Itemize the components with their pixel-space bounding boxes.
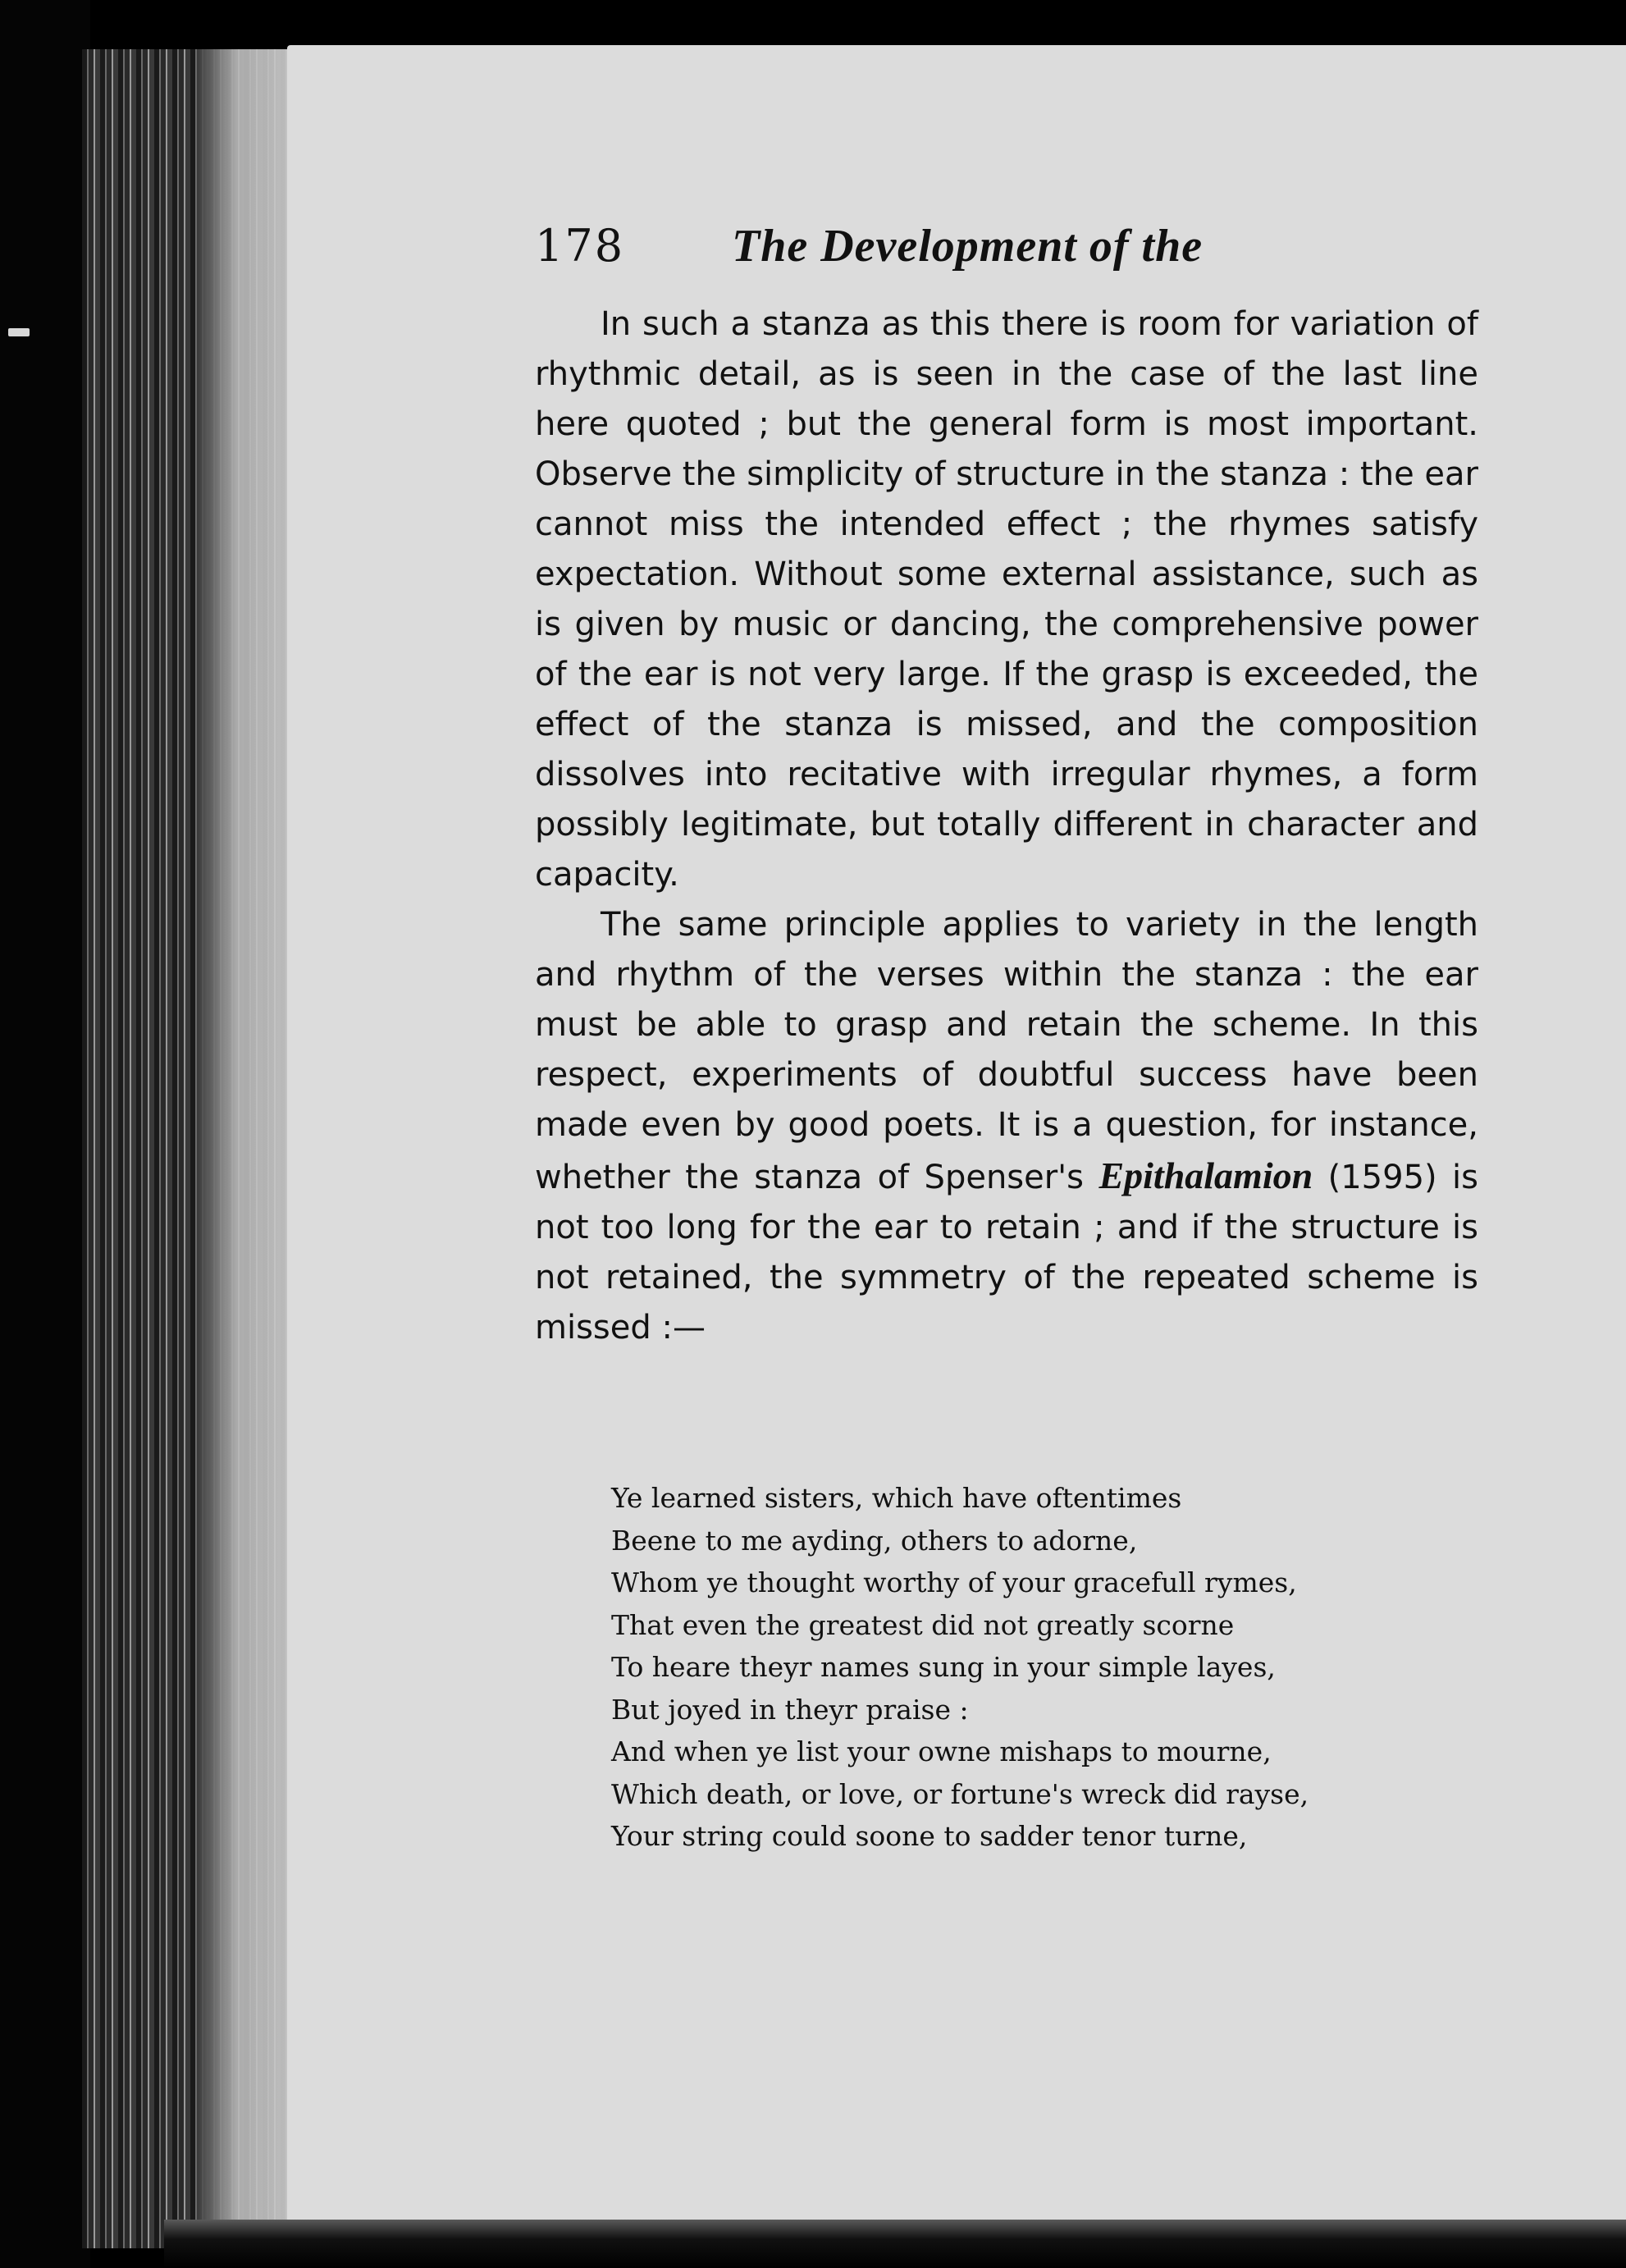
verse-line: Which death, or love, or fortune's wreck did rayse, (611, 1777, 1309, 1810)
verse-line: That even the greatest did not greatly scorne (611, 1608, 1235, 1641)
book-title-epithalamion: Epithalamion (1098, 1155, 1313, 1196)
body-text (535, 300, 1478, 1353)
paragraph-2-before: The same principle applies to variety in the length and rhythm of the verses within the stanza : the ear must be able to grasp and retain the scheme. In this respect, experiments of doubtful success have been made even by good poets. It is a question, for instance, whether the stanza of Spenser's (535, 906, 1478, 1196)
verse-line: To heare theyr names sung in your simple layes, (611, 1651, 1276, 1683)
verse-line: And when ye list your owne mishaps to mourne, (611, 1735, 1272, 1767)
paragraph-2 (535, 900, 1478, 1353)
page-number: 178 (535, 220, 625, 272)
verse-line: Ye learned sisters, which have oftentimes (611, 1482, 1182, 1514)
scan-margin (0, 0, 90, 2268)
verse-line: Your string could soone to sadder tenor turne, (611, 1820, 1248, 1852)
paragraph-1: In such a stanza as this there is room for variation of rhythmic detail, as is seen in the case of the last line here quoted ; but the general form is most important. Observe the simplicity of structure in the stanza : the ear cannot miss the intended effect ; the rhymes satisfy expectation. Without some external assistance, such as is given by music or dancing, the comprehensive power of the ear is not very large. If the grasp is exceeded, the effect of the stanza is missed, and the composition dissolves into recitative with irregular rhymes, a form possibly legitimate, but totally different in character and capacity. (535, 305, 1478, 894)
verse-line: Whom ye thought worthy of your gracefull rymes, (611, 1566, 1297, 1598)
running-title: The Development of the (732, 221, 1204, 272)
running-head (535, 220, 1601, 277)
verse-line: But joyed in theyr praise : (611, 1693, 969, 1726)
verse-line: Beene to me ayding, others to adorne, (611, 1524, 1138, 1557)
paragraph-2-after: (1595) is not too long for the ear to retain ; and if the structure is not retained, the symmetry of the repeated scheme is missed :— (535, 1159, 1479, 1347)
book-page-edges (82, 49, 295, 2248)
verse-quotation (611, 1477, 1309, 1858)
page-bottom-shadow (164, 2220, 1626, 2268)
